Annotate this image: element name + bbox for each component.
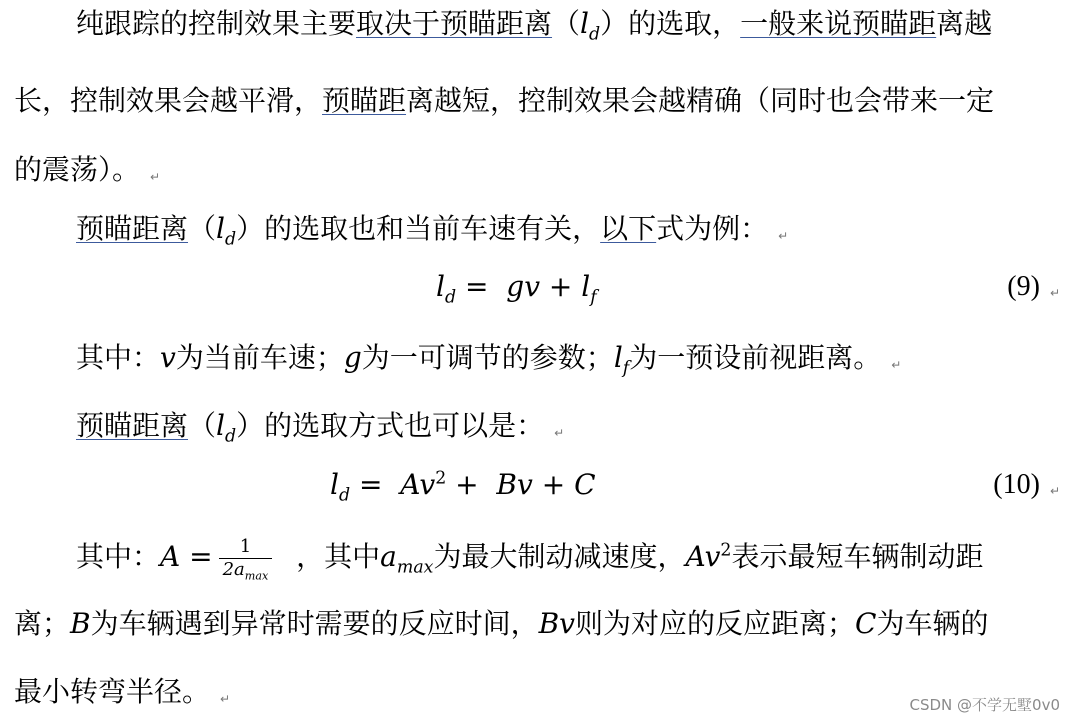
equation-9: $l_d$ = gv + $l_f$ (436, 270, 597, 308)
text: 式为例： (656, 212, 769, 245)
C-symbol: C (855, 607, 877, 640)
underlined-term: 预瞄距离 (76, 212, 189, 245)
underlined-term: 取决于预瞄距离 (356, 7, 553, 40)
text: 离； (14, 607, 71, 640)
paragraph-3 (76, 341, 901, 382)
ld-symbol: $l_d$ (216, 212, 237, 250)
B-symbol: B (70, 607, 91, 640)
text: 为车辆遇到异常时需要的反应时间， (90, 607, 539, 640)
paragraph-mark-icon: ↵ (220, 692, 231, 706)
text: ）的选取也和当前车速有关， (236, 212, 601, 245)
paragraph-mark-icon: ↵ (1049, 286, 1060, 300)
lf-symbol: $l_f$ (613, 341, 630, 379)
text: ，其中 (296, 540, 381, 573)
text: 为最大制动减速度， (433, 540, 686, 573)
text: 为车辆的 (876, 607, 989, 640)
ld-symbol: $l_d$ (216, 409, 237, 447)
text: （ (188, 409, 217, 442)
text: 离越短，控制效果会越精确（同时也会带来一定 (406, 84, 995, 117)
Av2-symbol: Av$^2$ (685, 540, 732, 573)
g-symbol: g (343, 341, 362, 374)
paragraph-1-line-3 (14, 153, 160, 194)
Bv-symbol: Bv (538, 607, 576, 640)
underlined-term: 预瞄距离 (76, 409, 189, 442)
paragraph-5-line-1 (76, 536, 983, 581)
paragraph-mark-icon: ↵ (1049, 484, 1060, 498)
ld-symbol: $l_d$ (580, 7, 601, 45)
paragraph-mark-icon: ↵ (778, 229, 789, 243)
fraction-1-over-2amax: $\frac{1}{2a_{max}}$ (219, 536, 273, 581)
equation-9-number: (9) ↵ (1007, 271, 1060, 302)
text: 则为对应的反应距离； (575, 607, 856, 640)
paragraph-1-line-2 (14, 84, 994, 118)
text: （ (188, 212, 217, 245)
underlined-term: 一般来说预瞄距 (740, 7, 937, 40)
text: 为一可调节的参数； (361, 341, 614, 374)
paragraph-5-line-3 (14, 675, 230, 716)
text: 的震荡）。 (14, 153, 141, 186)
paragraph-1-line-1 (76, 7, 993, 45)
text: （ (552, 7, 581, 40)
amax-symbol: $a_{max}$ (380, 540, 434, 578)
text: 离越 (936, 7, 993, 40)
A-symbol: A = (160, 540, 213, 573)
paragraph-mark-icon: ↵ (150, 170, 161, 184)
text: 表示最短车辆制动距 (731, 540, 984, 573)
paragraph-2 (76, 212, 788, 253)
underlined-term: 预瞄距 (322, 84, 407, 117)
text: 为当前车速； (175, 341, 344, 374)
text: 纯跟踪的控制效果主要 (76, 7, 357, 40)
paragraph-5-line-2 (14, 607, 988, 641)
underlined-term: 以下 (600, 212, 657, 245)
v-symbol: v (160, 341, 176, 374)
paragraph-4 (76, 409, 564, 450)
text: ）的选取方式也可以是： (236, 409, 545, 442)
paragraph-mark-icon: ↵ (554, 426, 565, 440)
paragraph-mark-icon: ↵ (891, 358, 902, 372)
text: 其中： (76, 341, 161, 374)
text: 长，控制效果会越平滑， (14, 84, 323, 117)
text: 最小转弯半径。 (14, 675, 211, 708)
text: ）的选取， (600, 7, 741, 40)
equation-10-number: (10) ↵ (993, 469, 1060, 500)
watermark: CSDN @不学无墅0v0 (909, 696, 1060, 714)
equation-10: $l_d = Av^2 + Bv + C$ (330, 468, 596, 506)
text: 其中： (76, 540, 161, 573)
text: 为一预设前视距离。 (629, 341, 882, 374)
